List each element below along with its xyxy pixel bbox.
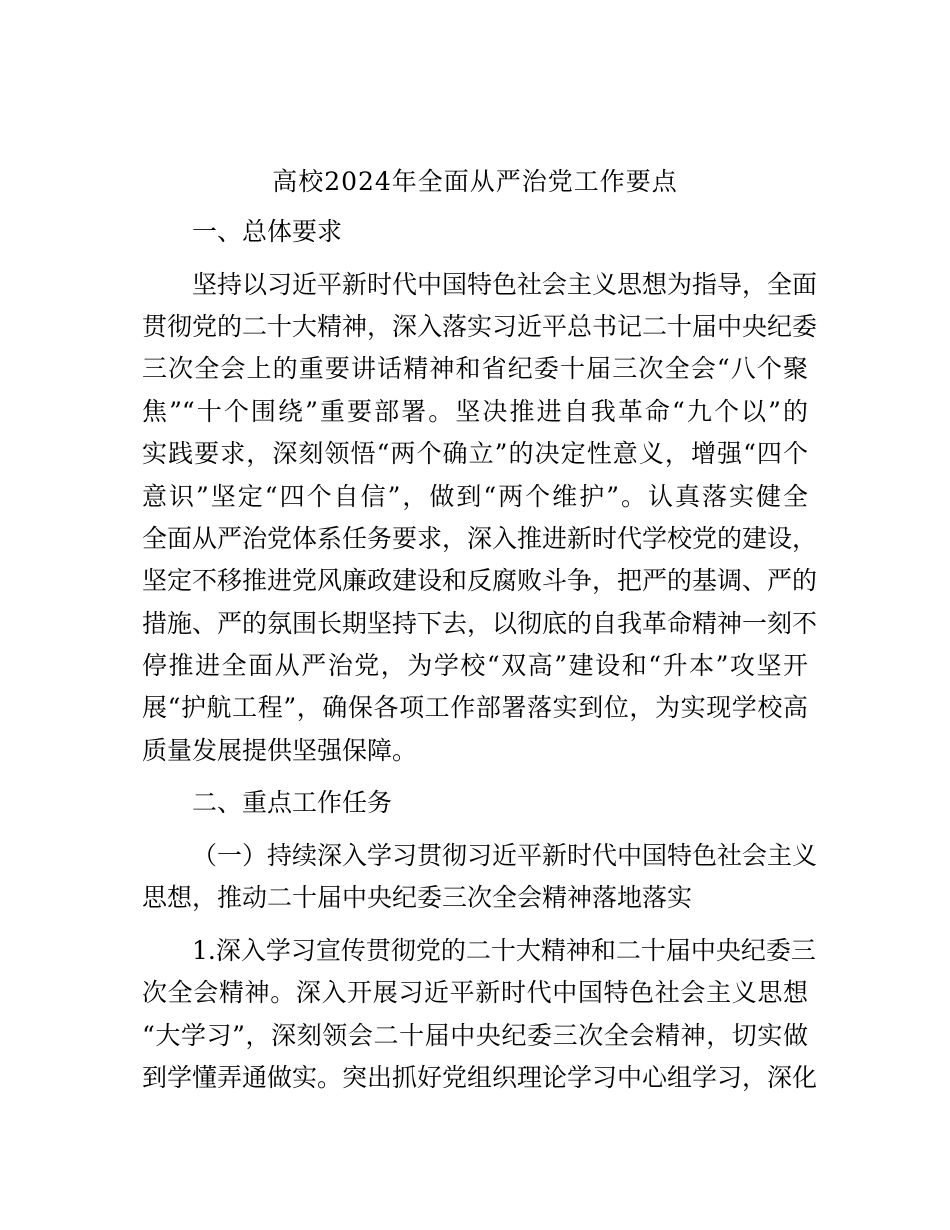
- subsection-heading-line: （一）持续深入学习贯彻习近平新时代中国特色社会主义: [192, 841, 818, 870]
- paragraph-line: 1.深入学习宣传贯彻党的二十大精神和二十届中央纪委三: [192, 936, 816, 965]
- paragraph-line: 措施、严的氛围长期坚持下去，以彻底的自我革命精神一刻不: [142, 609, 818, 638]
- paragraph-line: 焦”“十个围绕”重要部署。坚决推进自我革命“九个以”的: [142, 397, 808, 426]
- paragraph-line: 到学懂弄通做实。突出抓好党组织理论学习中心组学习，深化: [142, 1063, 818, 1092]
- paragraph-line: 展“护航工程”，确保各项工作部署落实到位，为实现学校高: [142, 693, 808, 722]
- paragraph-line: 三次全会上的重要讲话精神和省纪委十届三次全会“八个聚: [142, 354, 808, 383]
- paragraph-line: 贯彻党的二十大精神，深入落实习近平总书记二十届中央纪委: [142, 312, 818, 341]
- paragraph-line: 坚持以习近平新时代中国特色社会主义思想为指导，全面: [192, 270, 818, 299]
- paragraph-line: 坚定不移推进党风廉政建设和反腐败斗争，把严的基调、严的: [142, 566, 818, 595]
- section-heading-key-tasks: 二、重点工作任务: [192, 788, 393, 817]
- section-heading-general-requirements: 一、总体要求: [192, 217, 343, 246]
- paragraph-line: “大学习”，深刻领会二十届中央纪委三次全会精神，切实做: [142, 1021, 808, 1050]
- subsection-heading-line: 思想，推动二十届中央纪委三次全会精神落地落实: [142, 883, 693, 912]
- document-title: 高校2024年全面从严治党工作要点: [272, 167, 678, 196]
- paragraph-line: 次全会精神。深入开展习近平新时代中国特色社会主义思想: [142, 978, 808, 1007]
- paragraph-line: 停推进全面从严治党，为学校“双高”建设和“升本”攻坚开: [142, 651, 808, 680]
- paragraph-line: 意识”坚定“四个自信”，做到“两个维护”。认真落实健全: [142, 482, 808, 511]
- paragraph-line: 全面从严治党体系任务要求，深入推进新时代学校党的建设，: [142, 524, 818, 553]
- paragraph-line: 质量发展提供坚强保障。: [142, 736, 418, 765]
- paragraph-line: 实践要求，深刻领悟“两个确立”的决定性意义，增强“四个: [142, 439, 808, 468]
